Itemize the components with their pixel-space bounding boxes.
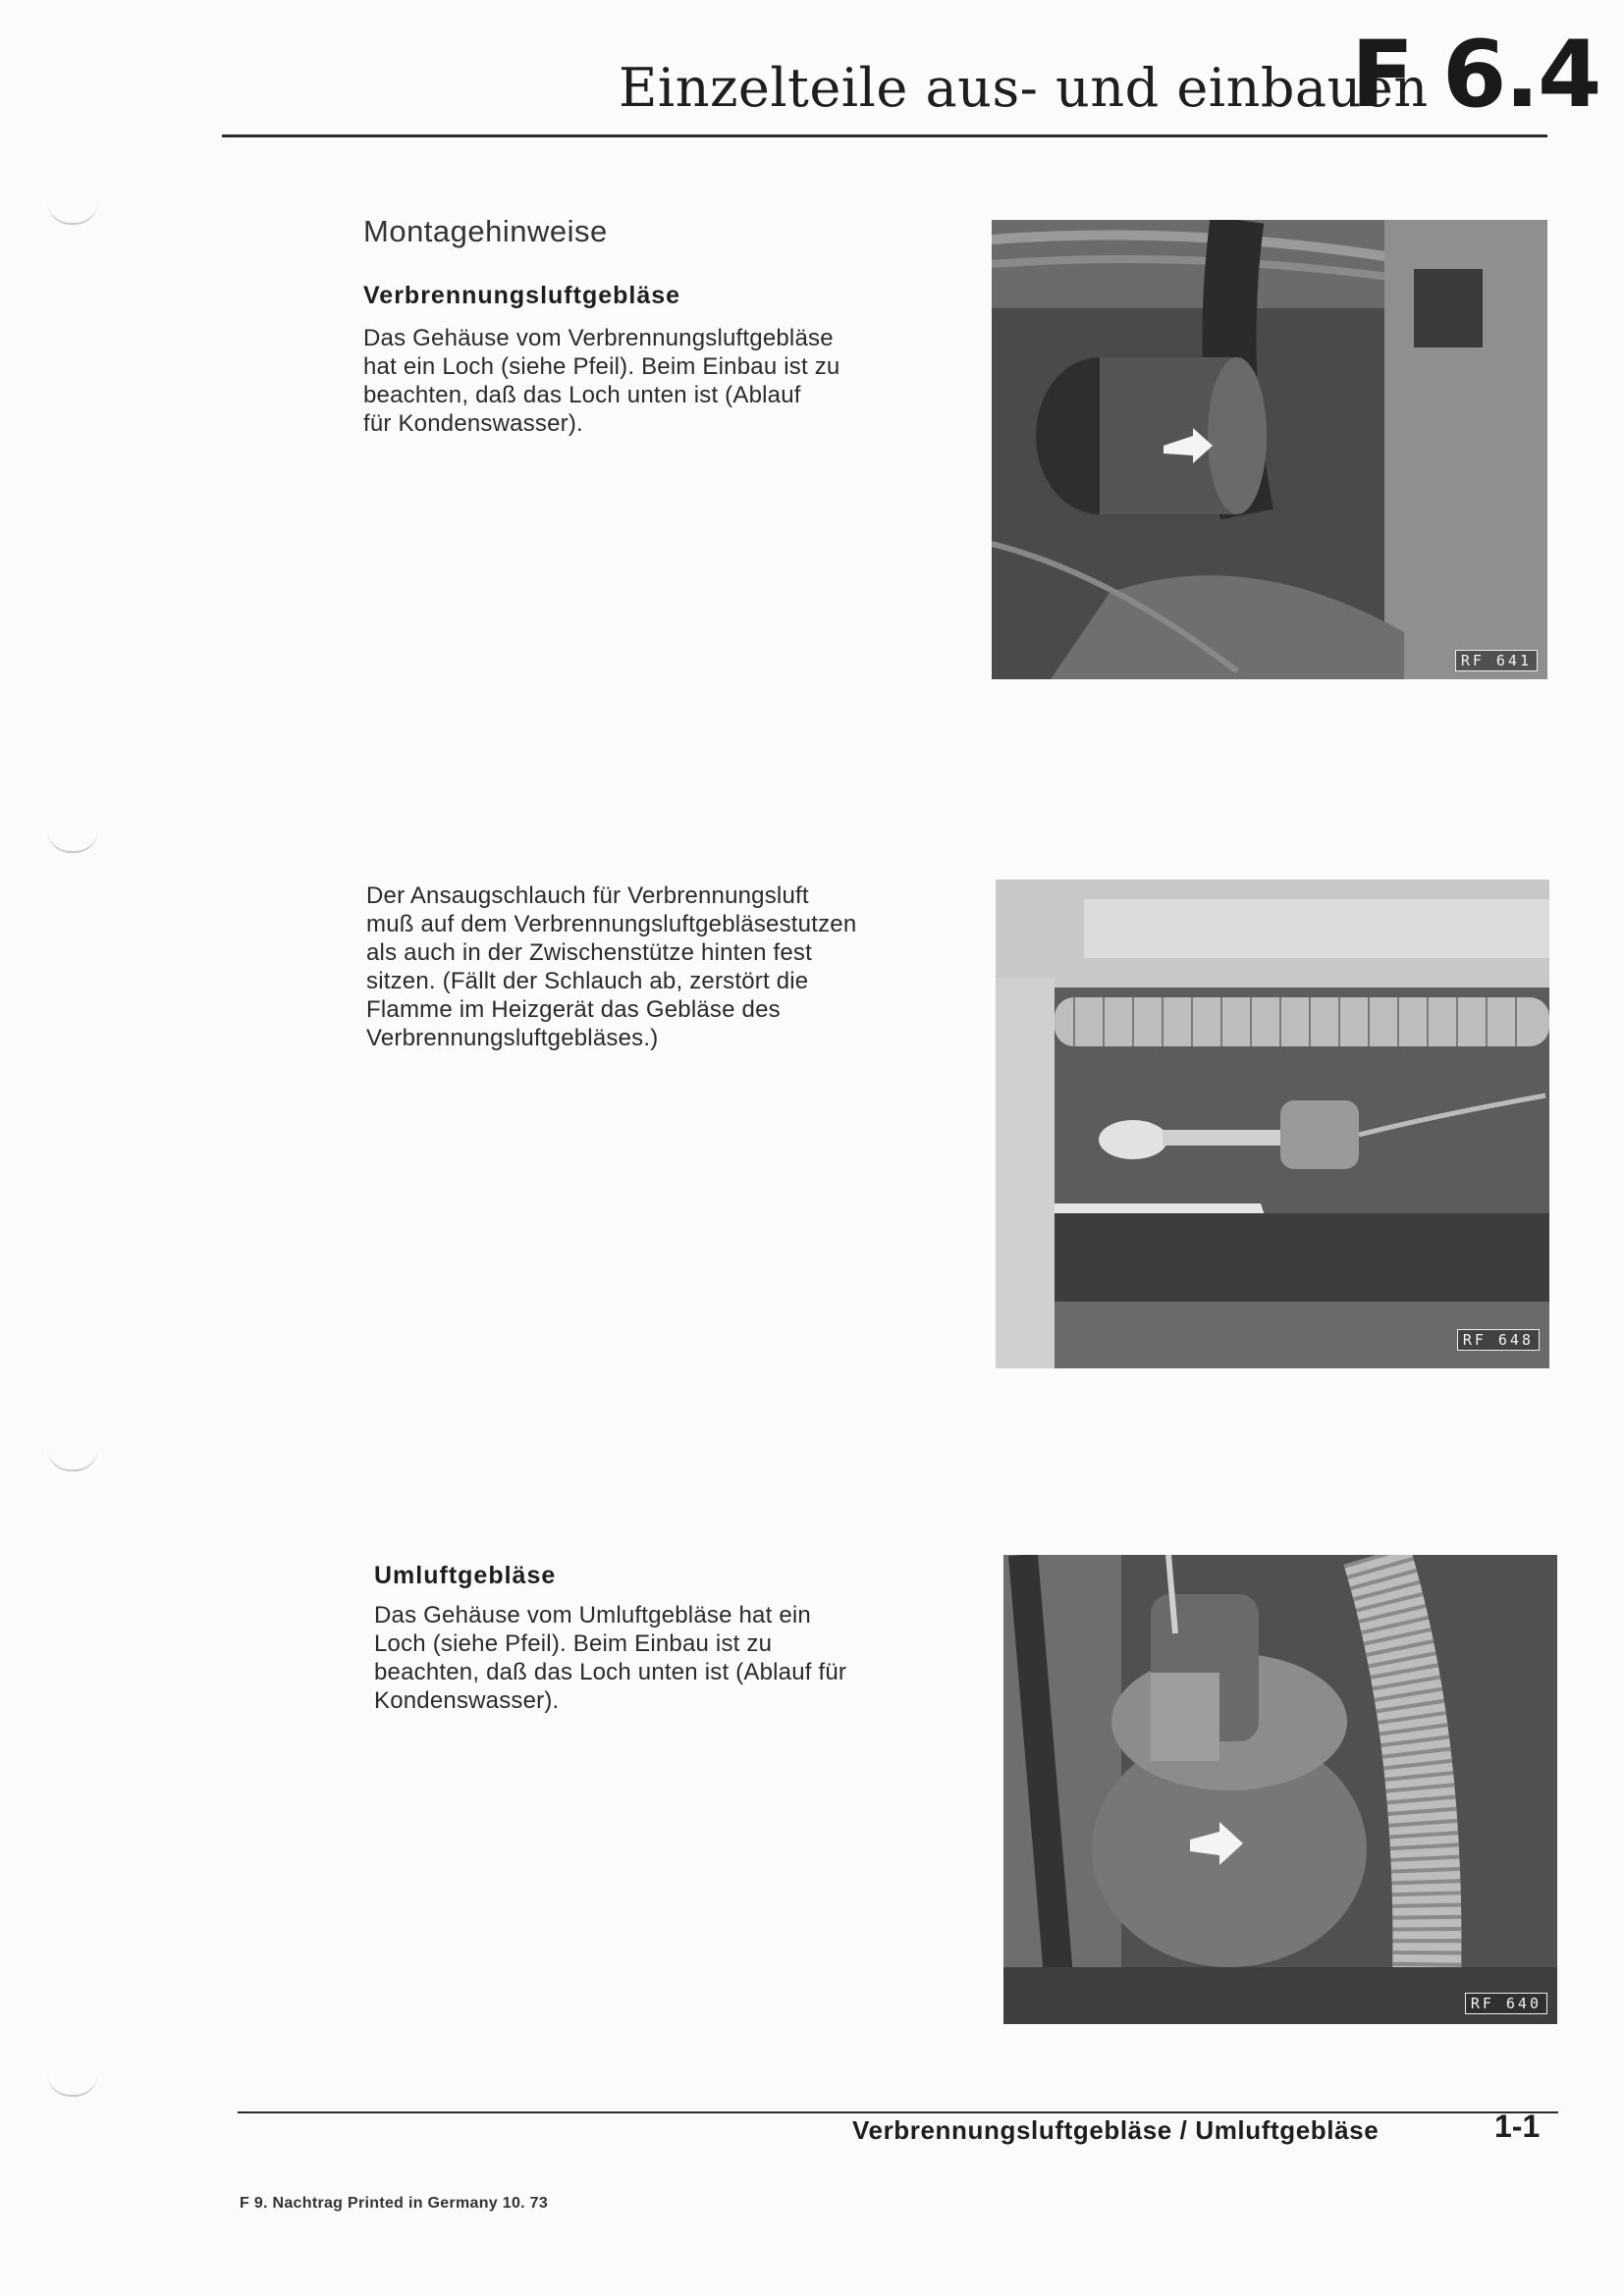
binder-hole bbox=[47, 829, 98, 853]
photo-label-rf648: RF 648 bbox=[1457, 1329, 1540, 1351]
section-heading: Montagehinweise bbox=[363, 214, 608, 248]
footer-title: Verbrennungsluftgebläse / Umluftgebläse bbox=[852, 2115, 1380, 2145]
combustion-blower-image bbox=[992, 220, 1547, 679]
page-number: 1-1 bbox=[1494, 2109, 1541, 2144]
photo-label-rf641: RF 641 bbox=[1455, 650, 1538, 671]
intake-hose-image bbox=[996, 880, 1549, 1368]
recirculation-blower-heading: Umluftgebläse bbox=[374, 1562, 557, 1589]
binder-hole bbox=[47, 2073, 98, 2097]
binder-hole bbox=[47, 1448, 98, 1471]
combustion-blower-photo bbox=[992, 220, 1547, 679]
page-title: Einzelteile aus- und einbauen bbox=[619, 57, 1429, 119]
recirculation-blower-photo bbox=[1003, 1555, 1557, 2024]
intake-hose-text: Der Ansaugschlauch für Verbrennungsluft muß auf dem Verbrennungsluftgebläsestutzen als auch in der Zwischenstütze hinten fest sitzen. (Fällt der Schlauch ab, zerstört die Flamme im Heizgerät das Gebläse des Verbrennungsluftgebläses.) bbox=[366, 882, 857, 1051]
intake-hose-photo bbox=[996, 880, 1549, 1368]
header-divider bbox=[222, 134, 1547, 137]
recirculation-blower-image bbox=[1003, 1555, 1557, 2024]
recirculation-blower-text: Das Gehäuse vom Umluftgebläse hat ein Loch (siehe Pfeil). Beim Einbau ist zu beachten, daß das Loch unten ist (Ablauf für Kondenswasser). bbox=[374, 1602, 847, 1714]
combustion-blower-heading: Verbrennungsluftgebläse bbox=[363, 282, 681, 309]
combustion-blower-text: Das Gehäuse vom Verbrennungsluftgebläse hat ein Loch (siehe Pfeil). Beim Einbau ist zu beachten, daß das Loch unten ist (Ablauf für Kondenswasser). bbox=[363, 325, 840, 437]
section-code: F 6.4 bbox=[1351, 22, 1600, 129]
binder-hole bbox=[47, 201, 98, 225]
photo-label-rf640: RF 640 bbox=[1465, 1993, 1547, 2014]
print-note: F 9. Nachtrag Printed in Germany 10. 73 bbox=[240, 2195, 549, 2212]
footer-divider bbox=[238, 2111, 1558, 2113]
